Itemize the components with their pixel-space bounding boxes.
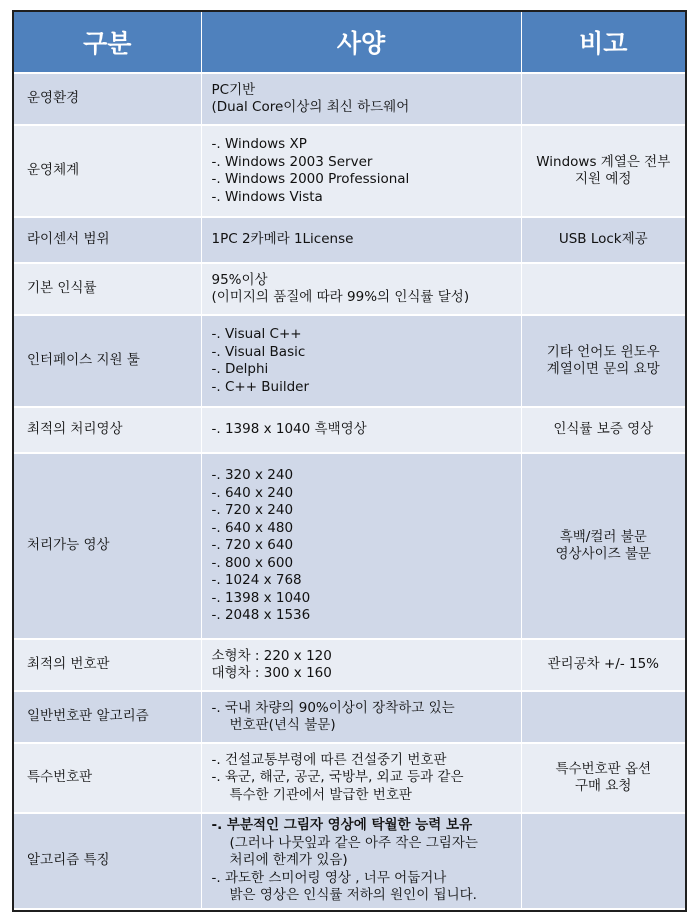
row-spec xyxy=(201,263,521,315)
spec-line: -. 건설교통부령에 따른 건설중기 번호판 xyxy=(211,751,447,768)
spec-table xyxy=(14,12,685,910)
spec-line: 소형차 : 220 x 120 xyxy=(211,647,332,664)
table-row xyxy=(14,813,685,909)
table-row xyxy=(14,217,685,263)
table-row xyxy=(14,73,685,125)
header-spec: 사양 xyxy=(201,12,521,73)
spec-line: -. 2048 x 1536 xyxy=(211,607,311,624)
spec-line: 대형차 : 300 x 160 xyxy=(211,665,332,681)
row-spec xyxy=(201,743,521,813)
spec-line: (그러나 나뭇잎과 같은 아주 작은 그림자는 xyxy=(229,834,478,851)
spec-line: -. Visual C++ xyxy=(211,326,302,342)
spec-line: 번호판(년식 불문) xyxy=(229,717,336,733)
row-spec xyxy=(201,315,521,407)
row-spec xyxy=(201,217,521,263)
row-note xyxy=(521,691,685,743)
spec-line: -. Windows 2000 Professional xyxy=(211,171,410,187)
spec-line: 특수한 기관에서 발급한 번호판 xyxy=(229,786,412,803)
row-note xyxy=(521,73,685,125)
spec-line: -. 320 x 240 xyxy=(211,467,294,484)
row-spec xyxy=(201,813,521,909)
row-note xyxy=(521,263,685,315)
spec-line: -. Windows XP xyxy=(211,136,307,152)
spec-line: -. 640 x 240 xyxy=(211,484,294,501)
row-label: 운영환경 xyxy=(14,73,201,125)
spec-line: -. 1398 x 1040 흑백영상 xyxy=(211,421,367,438)
spec-line: (Dual Core이상의 최신 하드웨어 xyxy=(211,99,410,115)
row-note: 특수번호판 옵션 구매 요청 xyxy=(521,743,685,813)
spec-line: 1PC 2카메라 1License xyxy=(211,231,354,248)
row-spec xyxy=(201,125,521,217)
row-spec xyxy=(201,453,521,639)
table-header-row xyxy=(14,12,685,73)
table-row xyxy=(14,639,685,691)
row-note xyxy=(521,813,685,909)
row-note: 기타 언어도 윈도우 계열이면 문의 요망 xyxy=(521,315,685,407)
spec-line: -. 육군, 해군, 공군, 국방부, 외교 등과 같은 xyxy=(211,769,464,786)
table-row xyxy=(14,315,685,407)
spec-line: -. 1024 x 768 xyxy=(211,572,302,589)
row-spec xyxy=(201,691,521,743)
row-spec xyxy=(201,407,521,453)
spec-line: -. C++ Builder xyxy=(211,378,310,395)
spec-line: 95%이상 xyxy=(211,271,268,288)
table-row xyxy=(14,691,685,743)
row-label: 기본 인식률 xyxy=(14,263,201,315)
row-label: 운영체계 xyxy=(14,125,201,217)
spec-line: -. 720 x 640 xyxy=(211,537,294,554)
row-label: 일반번호판 알고리즘 xyxy=(14,691,201,743)
header-category: 구분 xyxy=(14,12,201,73)
table-row xyxy=(14,125,685,217)
row-spec xyxy=(201,639,521,691)
spec-line: -. 1398 x 1040 xyxy=(211,589,311,606)
spec-line: -. 640 x 480 xyxy=(211,519,294,536)
spec-line: -. Windows Vista xyxy=(211,188,323,205)
row-label: 라이센서 범위 xyxy=(14,217,201,263)
table-row xyxy=(14,453,685,639)
spec-line: -. 과도한 스미어링 영상 , 너무 어둡거나 xyxy=(211,869,447,886)
row-label: 인터페이스 지원 툴 xyxy=(14,315,201,407)
row-note: USB Lock제공 xyxy=(521,217,685,263)
row-label: 최적의 번호판 xyxy=(14,639,201,691)
table-row xyxy=(14,743,685,813)
row-spec xyxy=(201,73,521,125)
spec-table-frame xyxy=(12,10,687,912)
header-note: 비고 xyxy=(521,12,685,73)
row-label: 최적의 처리영상 xyxy=(14,407,201,453)
row-note: 관리공차 +/- 15% xyxy=(521,639,685,691)
table-row xyxy=(14,263,685,315)
row-note: 흑백/컬러 불문 영상사이즈 불문 xyxy=(521,453,685,639)
row-label: 알고리즘 특징 xyxy=(14,813,201,909)
table-row xyxy=(14,407,685,453)
spec-line: -. 국내 차량의 90%이상이 장착하고 있는 xyxy=(211,699,455,716)
spec-line: -. 부분적인 그림자 영상에 탁월한 능력 보유 xyxy=(211,817,473,834)
spec-line: 처리에 한계가 있음) xyxy=(229,852,348,869)
spec-line: -. Windows 2003 Server xyxy=(211,153,373,170)
row-label: 특수번호판 xyxy=(14,743,201,813)
spec-line: -. 720 x 240 xyxy=(211,502,294,519)
spec-line: 밝은 영상은 인식률 저하의 원인이 됩니다. xyxy=(229,887,477,904)
row-label: 처리가능 영상 xyxy=(14,453,201,639)
row-note: Windows 계열은 전부 지원 예정 xyxy=(521,125,685,217)
spec-line: (이미지의 품질에 따라 99%의 인식률 달성) xyxy=(211,289,470,305)
row-note: 인식률 보증 영상 xyxy=(521,407,685,453)
spec-line: -. 800 x 600 xyxy=(211,554,294,571)
spec-line: PC기반 xyxy=(211,81,256,98)
spec-line: -. Delphi xyxy=(211,361,269,377)
spec-line: -. Visual Basic xyxy=(211,343,306,360)
